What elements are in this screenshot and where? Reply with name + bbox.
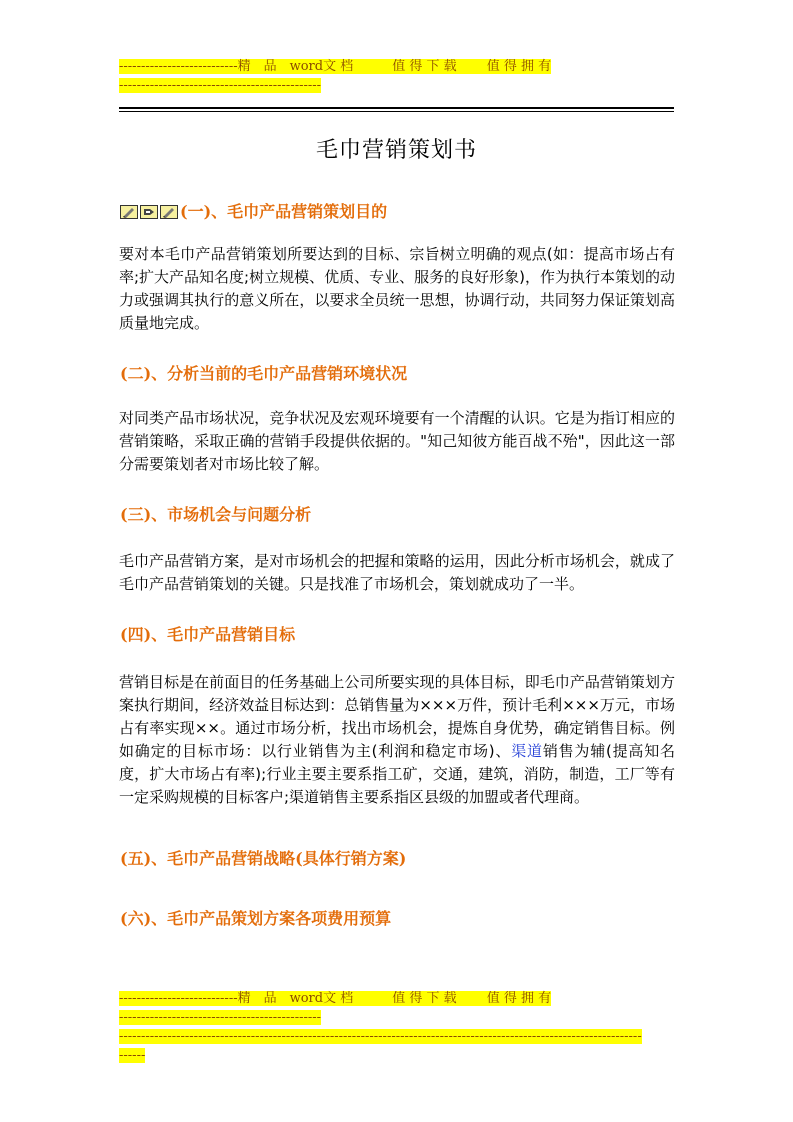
header-rule-thin <box>119 111 674 112</box>
section-heading-1 <box>120 199 387 222</box>
hand-pointer-icon <box>140 205 158 219</box>
footer-banner <box>119 989 674 1065</box>
section-heading-6: (六)、毛巾产品策划方案各项费用预算 <box>120 909 392 928</box>
paragraph-text: 营销目标是在前面目的任务基础上公司所要实现的具体目标，即毛巾产品营销策划方案执行期间，经济效益目标达到：总销售量为×××万件，预计毛利×××万元，市场占有率实现××。通过市场分析，找出市场机会，提炼自身优势，确定销售目标。例如确定的目标市场：以行业销售为主(利润和稳定市场)、 <box>119 673 675 760</box>
banner-line: ---------------------------------------------- <box>119 1010 322 1025</box>
header-banner <box>119 57 674 95</box>
pencil-icon <box>120 205 138 219</box>
section-paragraph-2: 对同类产品市场状况，竞争状况及宏观环境要有一个清醒的认识。它是为指订相应的营销策略，采取正确的营销手段提供依据的。"知己知彼方能百战不殆"，因此这一部分需要策划者对市场比较了解。 <box>119 409 675 473</box>
section-paragraph-3: 毛巾产品营销方案，是对市场机会的把握和策略的运用，因此分析市场机会，就成了毛巾产品营销策划的关键。只是找准了市场机会，策划就成功了一半。 <box>119 552 675 593</box>
page-title: 毛巾营销策划书 <box>315 138 477 163</box>
section-heading-text: (一)、毛巾产品营销策划目的 <box>180 202 388 221</box>
header-rule-thick <box>119 107 674 109</box>
pencil-icon <box>160 205 178 219</box>
section-paragraph-4 <box>119 671 675 809</box>
heading-icons <box>120 205 178 219</box>
banner-line: ---------------------------精 品 word文 档 值 得 下 载 值 得 拥 有 <box>119 59 552 74</box>
section-paragraph-1: 要对本毛巾产品营销策划所要达到的目标、宗旨树立明确的观点(如：提高市场占有率;扩大产品知名度;树立规模、优质、专业、服务的良好形象)，作为执行本策划的动力或强调其执行的意义所在，以要求全员统一思想，协调行动，共同努力保证策划高质量地完成。 <box>119 245 675 332</box>
channel-link[interactable]: 渠道 <box>511 742 543 760</box>
banner-line: ------ <box>119 1048 146 1063</box>
banner-line: ---------------------------------------------- <box>119 78 322 93</box>
section-heading-4: (四)、毛巾产品营销目标 <box>120 625 296 644</box>
section-heading-2: (二)、分析当前的毛巾产品营销环境状况 <box>120 364 408 383</box>
banner-line: ---------------------------精 品 word文 档 值 得 下 载 值 得 拥 有 <box>119 991 552 1006</box>
section-heading-5: (五)、毛巾产品营销战略(具体行销方案) <box>120 849 407 868</box>
paragraph-text: 销售为辅(提高知名度，扩大市场占有率);行业主要主要系指工矿，交通，建筑，消防，制造，工厂等有一定采购规模的目标客户;渠道销售主要系指区县级的加盟或者代理商。 <box>119 742 675 806</box>
banner-line: ----------------------------------------------------------------------------------------------------------------------- <box>119 1029 642 1044</box>
section-heading-3: (三)、市场机会与问题分析 <box>120 505 312 524</box>
